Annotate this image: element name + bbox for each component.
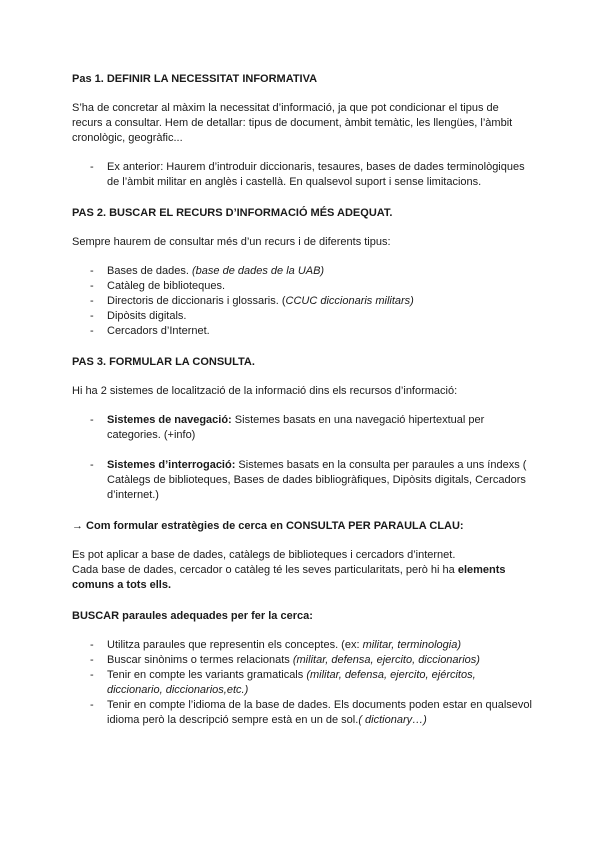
bullet-dash: -	[90, 459, 94, 471]
list-item-note: (militar, defensa, ejercito, ejércitos, diccionario, diccionarios,etc.)	[107, 669, 476, 696]
bullet-dash: -	[90, 280, 94, 292]
section-5-list	[72, 638, 532, 728]
list-item-note: (militar, defensa, ejercito, diccionarios)	[292, 654, 480, 666]
list-spacer	[72, 443, 532, 458]
bullet-dash: -	[90, 295, 94, 307]
list-item	[72, 458, 532, 503]
list-item	[72, 264, 532, 279]
section-4-line-2-bold: elements comuns a tots ells.	[72, 564, 506, 591]
list-item-term: Sistemes d’interrogació:	[107, 459, 236, 471]
list-item	[72, 698, 532, 728]
bullet-dash: -	[90, 699, 94, 711]
section-2-list	[72, 264, 532, 339]
bullet-dash: -	[90, 325, 94, 337]
section-1-list	[72, 160, 532, 190]
list-item-term: Sistemes de navegació:	[107, 414, 232, 426]
list-item-text: Dipòsits digitals.	[107, 310, 187, 322]
list-item	[72, 653, 532, 668]
list-item-text: Tenir en compte l’idioma de la base de dades. Els documents poden estar en qualsevol idioma però la descripció sempre està en un de sol.	[107, 699, 532, 726]
section-3-paragraph: Hi ha 2 sistemes de localització de la informació dins els recursos d’informació:	[72, 385, 458, 397]
list-item-text: Directoris de diccionaris i glossaris. (	[107, 295, 286, 307]
list-item-text: Sistemes basats en una navegació hipertextual per categories. (+info)	[107, 414, 485, 441]
list-item-text: Buscar sinònims o termes relacionats	[107, 654, 293, 666]
section-4-heading: → Com formular estratègies de cerca en CONSULTA PER PARAULA CLAU:	[72, 520, 464, 532]
list-item-note: CCUC diccionaris militars)	[285, 295, 414, 307]
bullet-dash: -	[90, 639, 94, 651]
section-4-line-2-text: Cada base de dades, cercador o catàleg té les seves particularitats, però hi ha	[72, 564, 458, 576]
list-item-text: Cercadors d’Internet.	[107, 325, 210, 337]
list-item-text: Catàleg de biblioteques.	[107, 280, 226, 292]
list-item-text: Utilitza paraules que representin els conceptes. (ex:	[107, 639, 363, 651]
section-5-heading: BUSCAR paraules adequades per fer la cerca:	[72, 610, 313, 622]
list-item-note: militar, terminologia)	[362, 639, 461, 651]
bullet-dash: -	[90, 669, 94, 681]
section-2-paragraph: Sempre haurem de consultar més d’un recurs i de diferents tipus:	[72, 236, 391, 248]
list-item-text: Sistemes basats en la consulta per paraules a uns índexs ( Catàlegs de biblioteques, Bases de dades bibliogràfiques, Dipòsits digitals, Cercadors d’internet.)	[107, 459, 527, 501]
list-item-note: (base de dades de la UAB)	[192, 265, 325, 277]
section-1-heading: Pas 1. DEFINIR LA NECESSITAT INFORMATIVA	[72, 73, 318, 85]
bullet-dash: -	[90, 414, 94, 426]
list-item	[72, 294, 532, 309]
list-item-text: Ex anterior: Haurem d’introduir diccionaris, tesaures, bases de dades terminològiques de l’àmbit militar en anglès i castellà. En qualsevol suport i sense limitacions.	[107, 161, 525, 188]
section-3-heading: PAS 3. FORMULAR LA CONSULTA.	[72, 356, 255, 368]
bullet-dash: -	[90, 265, 94, 277]
list-item	[72, 279, 532, 294]
list-item-text: Bases de dades.	[107, 265, 193, 277]
list-item	[72, 324, 532, 339]
document-body	[72, 72, 532, 728]
bullet-dash: -	[90, 654, 94, 666]
section-1-paragraph: S’ha de concretar al màxim la necessitat d’informació, ja que pot condicionar el tipus de recurs a consultar. Hem de detallar: tipus de document, àmbit temàtic, les llengües, l’àmbit cronològic, geogràfic...	[72, 102, 513, 144]
bullet-dash: -	[90, 161, 94, 173]
list-item-note: ( dictionary…)	[358, 714, 427, 726]
list-item	[72, 160, 532, 190]
list-item-text: Tenir en compte les variants gramaticals	[107, 669, 307, 681]
list-item	[72, 668, 532, 698]
section-3-list	[72, 413, 532, 503]
section-4-line-1: Es pot aplicar a base de dades, catàlegs de biblioteques i cercadors d’internet.	[72, 549, 456, 561]
list-item	[72, 309, 532, 324]
list-item	[72, 413, 532, 443]
section-4-line-2	[72, 563, 532, 593]
bullet-dash: -	[90, 310, 94, 322]
list-item	[72, 638, 532, 653]
section-2-heading: PAS 2. BUSCAR EL RECURS D’INFORMACIÓ MÉS ADEQUAT.	[72, 207, 393, 219]
